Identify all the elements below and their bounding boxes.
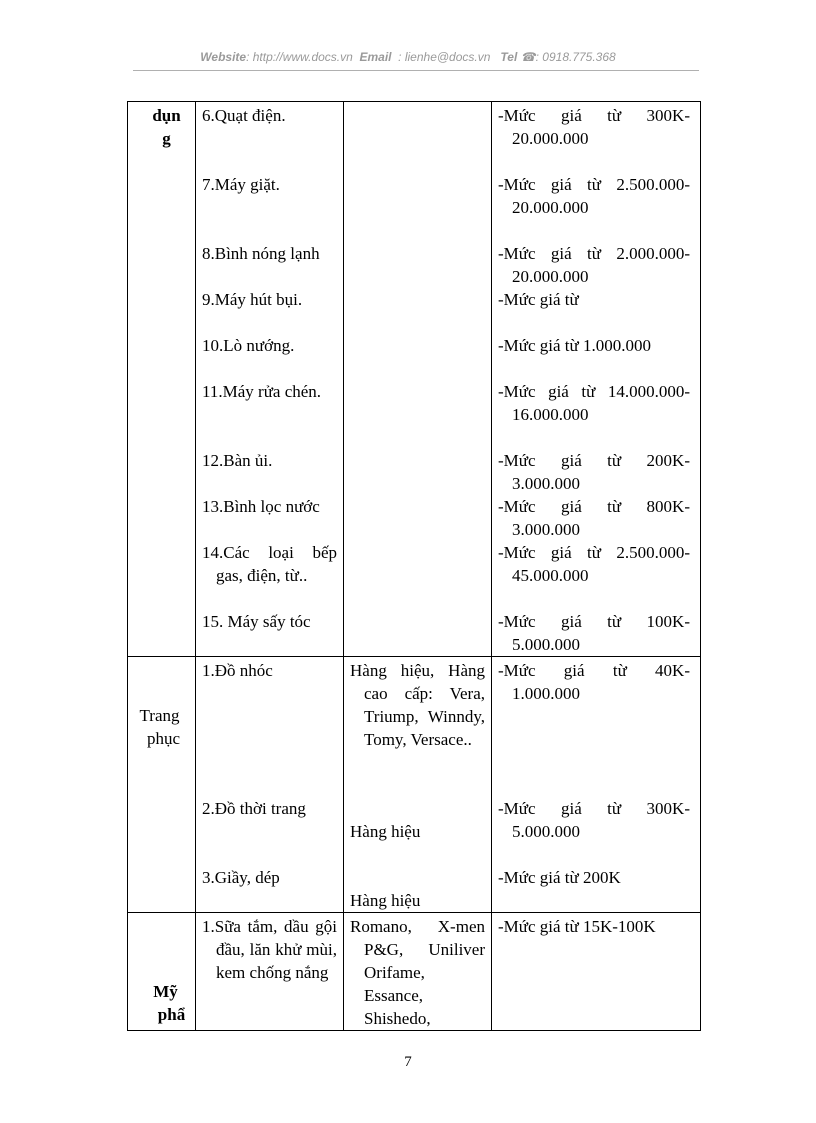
price-hair-dryer-line2: 5.000.000 xyxy=(512,635,580,654)
item-stoves: 14.Các loại bếp gas, điện, từ.. xyxy=(202,543,337,585)
price-shoes-line1: -Mức giá từ 200K xyxy=(498,868,621,887)
item-fan: 6.Quạt điện. xyxy=(202,106,286,125)
brand-body-care: Romano, X-men P&G, Uniliver Orifame, Essance, Shishedo, xyxy=(350,917,485,1028)
item-washer: 7.Máy giặt. xyxy=(202,175,280,194)
price-iron xyxy=(492,449,700,495)
brand-kids-clothes: Hàng hiệu, Hàng cao cấp: Vera, Triump, Winndy, Tomy, Versace.. xyxy=(350,661,485,749)
price-oven xyxy=(492,334,700,380)
item-hair-dryer: 15. Máy sấy tóc xyxy=(202,612,311,631)
price-fashion-line1: -Mức giá từ 300K- xyxy=(498,799,690,818)
price-dishwasher xyxy=(492,380,700,449)
price-washer-line2: 20.000.000 xyxy=(512,198,589,217)
price-stoves-line1: -Mức giá từ 2.500.000- xyxy=(498,543,690,562)
item-fashion: 2.Đồ thời trang xyxy=(202,799,306,818)
category-label-line1: Trang xyxy=(139,706,180,725)
brand-cell-clothing xyxy=(344,657,492,913)
item-water-heater: 8.Bình nóng lạnh xyxy=(202,244,320,263)
brand-shoes: Hàng hiệu xyxy=(350,891,421,910)
price-water-heater-line2: 20.000.000 xyxy=(512,267,589,286)
items-cell-appliances xyxy=(196,102,344,657)
price-iron-line2: 3.000.000 xyxy=(512,474,580,493)
category-cell-clothing xyxy=(128,657,196,913)
price-oven-line1: -Mức giá từ 1.000.000 xyxy=(498,336,651,355)
price-stoves-line2: 45.000.000 xyxy=(512,566,589,585)
table-row-cosmetics xyxy=(128,913,701,1031)
category-label-line1: dụn xyxy=(152,106,181,125)
category-label-line1: Mỹ xyxy=(153,982,178,1001)
price-stoves xyxy=(492,541,700,610)
price-dishwasher-line1: -Mức giá từ 14.000.000- xyxy=(498,382,690,401)
price-fan-line2: 20.000.000 xyxy=(512,129,589,148)
email-value: : lienhe@docs.vn xyxy=(398,50,491,64)
table-row-clothing xyxy=(128,657,701,913)
category-label-line2: g xyxy=(162,129,171,148)
item-oven: 10.Lò nướng. xyxy=(202,336,295,355)
brand-cell-appliances xyxy=(344,102,492,657)
price-cell-clothing xyxy=(492,657,701,913)
price-fan xyxy=(492,104,700,173)
price-water-heater xyxy=(492,242,700,288)
price-vacuum-line1: -Mức giá từ xyxy=(498,290,579,309)
price-water-filter-line1: -Mức giá từ 800K- xyxy=(498,497,690,516)
category-cell-appliances xyxy=(128,102,196,657)
brand-cell-cosmetics xyxy=(344,913,492,1031)
tel-label: Tel xyxy=(500,50,518,64)
price-cell-cosmetics xyxy=(492,913,701,1031)
page-number: 7 xyxy=(404,1054,412,1070)
website-value: : http://www.docs.vn xyxy=(246,50,353,64)
table-row-appliances xyxy=(128,102,701,657)
price-body-care-line1: -Mức giá từ 15K-100K xyxy=(498,917,656,936)
website-label: Website xyxy=(200,50,247,64)
price-fashion-line2: 5.000.000 xyxy=(512,822,580,841)
item-kids-clothes: 1.Đồ nhóc xyxy=(202,661,273,680)
email-label: Email xyxy=(359,50,392,64)
items-cell-clothing xyxy=(196,657,344,913)
item-water-filter: 13.Bình lọc nước xyxy=(202,497,320,516)
price-kids-clothes xyxy=(492,659,700,797)
item-shoes: 3.Giầy, dép xyxy=(202,868,280,887)
category-cell-cosmetics xyxy=(128,913,196,1031)
item-iron: 12.Bàn ủi. xyxy=(202,451,273,470)
price-cell-appliances xyxy=(492,102,701,657)
price-shoes xyxy=(492,866,700,889)
category-label-line2: phục xyxy=(146,729,181,748)
price-fashion xyxy=(492,797,700,866)
item-body-care: 1.Sữa tắm, dầu gội đầu, lăn khử mùi, kem chống nắng xyxy=(202,917,337,982)
price-water-heater-line1: -Mức giá từ 2.000.000- xyxy=(498,244,690,263)
price-water-filter-line2: 3.000.000 xyxy=(512,520,580,539)
price-washer-line1: -Mức giá từ 2.500.000- xyxy=(498,175,690,194)
price-iron-line1: -Mức giá từ 200K- xyxy=(498,451,690,470)
price-kids-clothes-line1: -Mức giá từ 40K- xyxy=(498,661,690,680)
price-body-care xyxy=(492,915,700,938)
price-water-filter xyxy=(492,495,700,541)
price-dishwasher-line2: 16.000.000 xyxy=(512,405,589,424)
item-dishwasher: 11.Máy rửa chén. xyxy=(202,382,322,401)
items-cell-cosmetics xyxy=(196,913,344,1031)
price-vacuum xyxy=(492,288,700,334)
tel-value: : 0918.775.368 xyxy=(535,50,616,64)
item-vacuum: 9.Máy hút bụi. xyxy=(202,290,303,309)
price-fan-line1: -Mức giá từ 300K- xyxy=(498,106,690,125)
product-table xyxy=(127,101,701,1031)
price-hair-dryer-line1: -Mức giá từ 100K- xyxy=(498,612,690,631)
brand-fashion: Hàng hiệu xyxy=(350,822,421,841)
price-kids-clothes-line2: 1.000.000 xyxy=(512,684,580,703)
category-label-line2: phẩ xyxy=(157,1005,186,1024)
price-washer xyxy=(492,173,700,242)
price-hair-dryer xyxy=(492,610,700,656)
header-divider xyxy=(133,70,699,71)
phone-icon: ☎ xyxy=(520,50,536,64)
page-header xyxy=(0,50,816,64)
